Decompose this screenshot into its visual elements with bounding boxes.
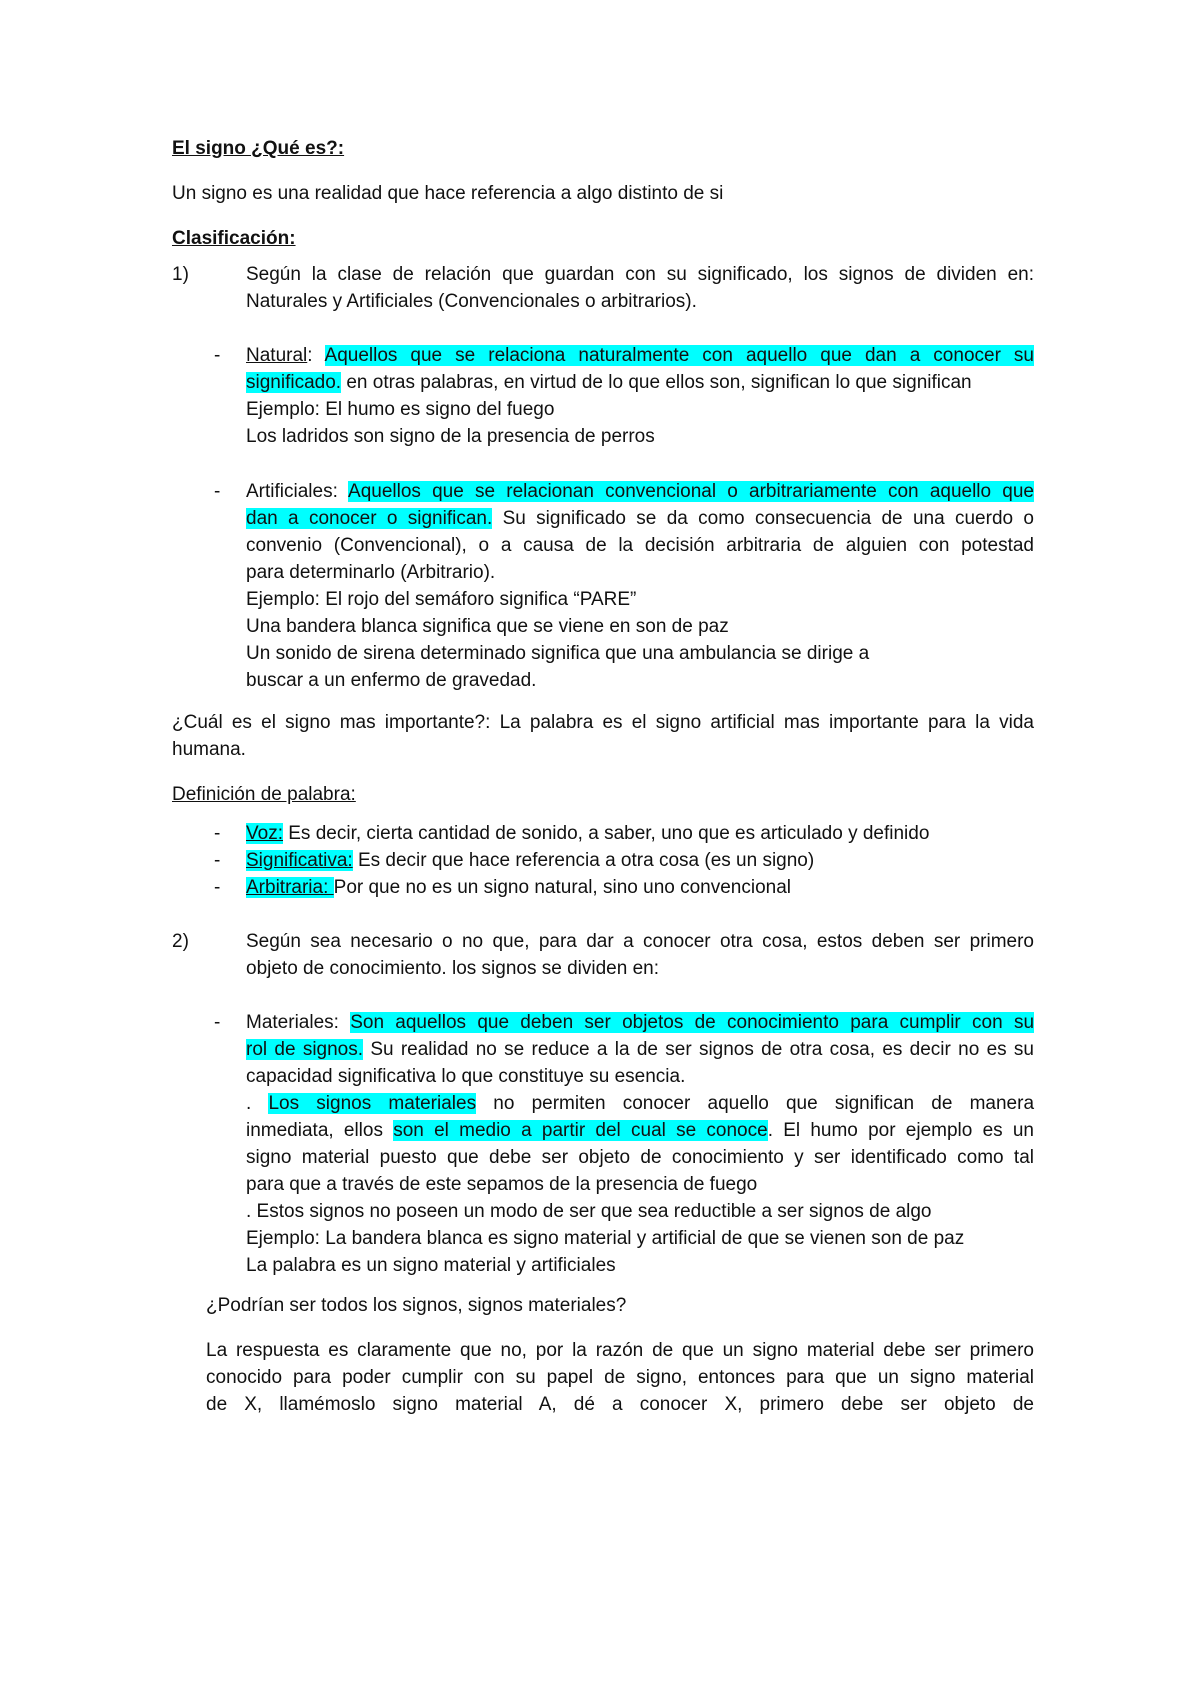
natural-highlight-2: significado.: [246, 372, 342, 393]
natural-bullet: -: [214, 345, 221, 366]
artificiales-example: Ejemplo: El rojo del semáforo significa “PARE”: [246, 589, 637, 610]
artificiales-example-4: buscar a un enfermo de gravedad.: [246, 670, 537, 691]
materiales-p3-highlight: son el medio a partir del cual se conoce: [393, 1120, 768, 1141]
materiales-para-2-line-4: para que a través de este sepamos de la presencia de fuego: [246, 1174, 758, 1195]
section-1-line-1: Según la clase de relación que guardan con su significado, los signos de dividen en:: [246, 264, 1034, 285]
definicion-heading: Definición de palabra:: [172, 784, 356, 805]
question-1-line-2: humana.: [172, 739, 246, 760]
materiales-p2-highlight: Los signos materiales: [268, 1093, 477, 1114]
artificiales-bullet: -: [214, 481, 221, 502]
artificiales-highlight-2: dan a conocer o significan.: [246, 508, 493, 529]
materiales-para-2-line-3: signo material puesto que debe ser objeto de conocimiento y ser identificado como tal: [246, 1147, 1034, 1168]
significativa-text: Es decir que hace referencia a otra cosa (es un signo): [352, 850, 815, 871]
materiales-p3-lead: inmediata, ellos: [246, 1120, 394, 1141]
voz-bullet: -: [214, 823, 221, 844]
artificiales-label: Artificiales:: [246, 481, 338, 502]
materiales-p2-lead: .: [246, 1093, 269, 1114]
materiales-para-3: . Estos signos no poseen un modo de ser que sea reductible a ser signos de algo: [246, 1201, 932, 1222]
materiales-highlight-2: rol de signos.: [246, 1039, 364, 1060]
arbitraria-bullet: -: [214, 877, 221, 898]
intro-text: Un signo es una realidad que hace referencia a algo distinto de si: [172, 183, 724, 204]
natural-highlight-1: Aquellos que se relaciona naturalmente con aquello que dan a conocer su: [324, 345, 1035, 366]
natural-line-2: [246, 368, 1034, 397]
natural-rest: en otras palabras, en virtud de lo que ellos son, significan lo que significan: [341, 372, 972, 393]
section-2-line-2: objeto de conocimiento. los signos se dividen en:: [246, 958, 659, 979]
materiales-line-1: [246, 1008, 1034, 1037]
section-1-line-2: Naturales y Artificiales (Convencionales o arbitrarios).: [246, 291, 697, 312]
arbitraria-label: Arbitraria:: [246, 877, 334, 898]
materiales-p3-rest: . El humo por ejemplo es un: [767, 1120, 1035, 1141]
section-1-number: 1): [172, 264, 189, 285]
natural-label: Natural: [246, 345, 308, 366]
answer-line-3: de X, llamémoslo signo material A, dé a conocer X, primero debe ser objeto de: [206, 1394, 1034, 1415]
section-2-line-1: Según sea necesario o no que, para dar a conocer otra cosa, estos deben ser primero: [246, 931, 1034, 952]
natural-colon: :: [307, 345, 313, 366]
artificiales-highlight-1: Aquellos que se relacionan convencional o arbitrariamente con aquello que: [348, 481, 1034, 502]
materiales-line-2: [246, 1035, 1034, 1064]
materiales-label: Materiales:: [246, 1012, 351, 1033]
significativa-line: [246, 846, 1034, 875]
materiales-example-2: La palabra es un signo material y artificiales: [246, 1255, 616, 1276]
voz-line: [246, 819, 1034, 848]
artificiales-rest: Su significado se da como consecuencia de una cuerdo o: [492, 508, 1034, 529]
significativa-label: Significativa:: [246, 850, 353, 871]
materiales-line-3: capacidad significativa lo que constituye su esencia.: [246, 1066, 686, 1087]
section-2-number: 2): [172, 931, 189, 952]
materiales-highlight-1: Son aquellos que deben ser objetos de conocimiento para cumplir con su: [350, 1012, 1035, 1033]
artificiales-line-4: para determinarlo (Arbitrario).: [246, 562, 496, 583]
materiales-para-2-line-1: [246, 1089, 1034, 1118]
arbitraria-line: [246, 873, 1034, 902]
voz-text: Es decir, cierta cantidad de sonido, a saber, uno que es articulado y definido: [282, 823, 930, 844]
clasificacion-heading: Clasificación:: [172, 228, 296, 249]
artificiales-example-2: Una bandera blanca significa que se viene en son de paz: [246, 616, 729, 637]
question-2: ¿Podrían ser todos los signos, signos materiales?: [206, 1295, 627, 1316]
answer-line-2: conocido para poder cumplir con su papel de signo, entonces para que un signo material: [206, 1367, 1034, 1388]
natural-example-2: Los ladridos son signo de la presencia de perros: [246, 426, 655, 447]
artificiales-example-3: Un sonido de sirena determinado significa que una ambulancia se dirige a: [246, 643, 870, 664]
materiales-para-2-line-2: [246, 1116, 1034, 1145]
artificiales-line-3: convenio (Convencional), o a causa de la decisión arbitraria de alguien con potestad: [246, 535, 1034, 556]
materiales-example: Ejemplo: La bandera blanca es signo material y artificial de que se vienen son de paz: [246, 1228, 965, 1249]
answer-line-1: La respuesta es claramente que no, por la razón de que un signo material debe ser primero: [206, 1340, 1034, 1361]
materiales-bullet: -: [214, 1012, 221, 1033]
natural-line-1: [246, 341, 1034, 370]
arbitraria-text: Por que no es un signo natural, sino uno convencional: [333, 877, 792, 898]
voz-label: Voz:: [246, 823, 283, 844]
natural-example: Ejemplo: El humo es signo del fuego: [246, 399, 555, 420]
materiales-p2-rest: no permiten conocer aquello que significan de manera: [476, 1093, 1035, 1114]
artificiales-line-1: [246, 477, 1034, 506]
materiales-rest: Su realidad no se reduce a la de ser signos de otra cosa, es decir no es su: [363, 1039, 1034, 1060]
doc-title: El signo ¿Qué es?:: [172, 138, 345, 159]
artificiales-line-2: [246, 504, 1034, 533]
question-1-line-1: ¿Cuál es el signo mas importante?: La palabra es el signo artificial mas importante para la vida: [172, 712, 1034, 733]
significativa-bullet: -: [214, 850, 221, 871]
